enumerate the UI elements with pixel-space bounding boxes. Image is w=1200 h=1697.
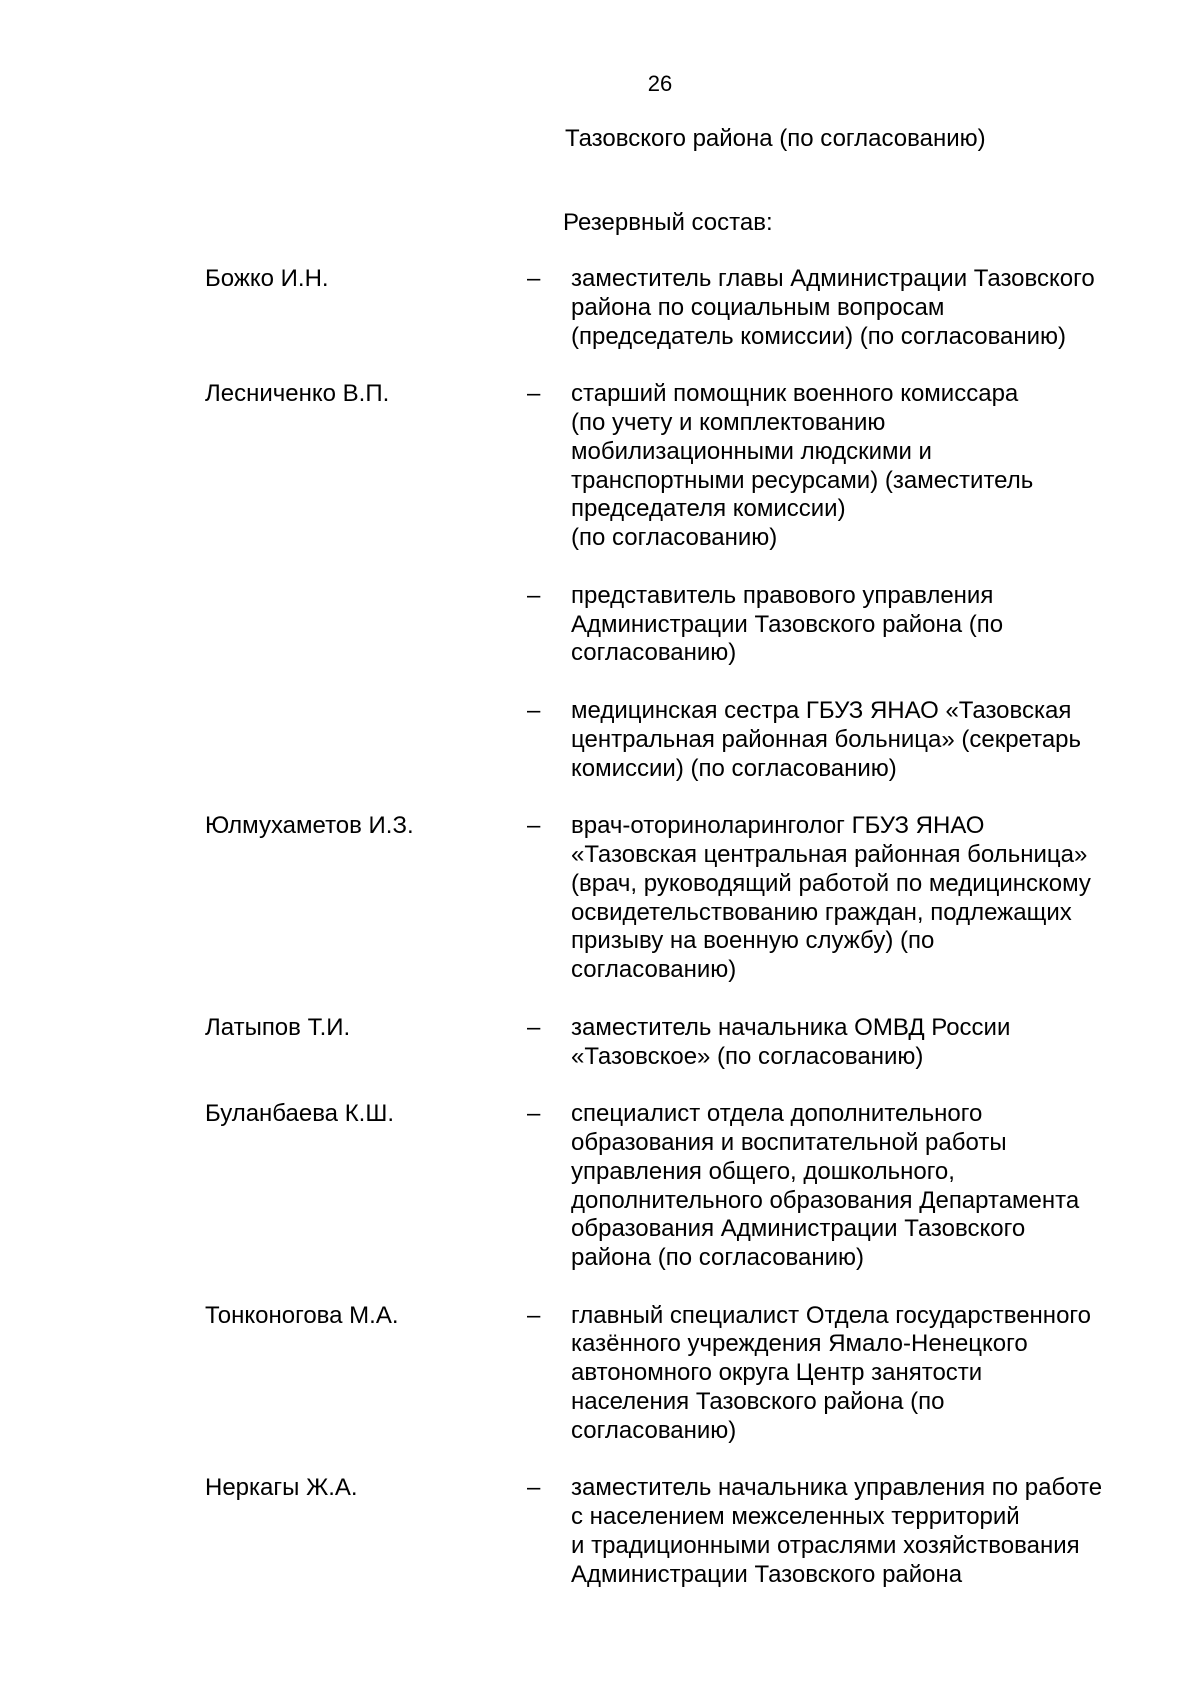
role-line: центральная районная больница» (секретарь: [571, 725, 1082, 753]
role-line: (по согласованию): [571, 524, 778, 552]
role-line: согласованию): [571, 956, 737, 984]
role-line: дополнительного образования Департамента: [571, 1186, 1080, 1214]
section-title: Резервный состав:: [563, 209, 773, 236]
member-role: [571, 1302, 1161, 1446]
role-line: представитель правового управления: [571, 581, 994, 609]
dash-separator: –: [527, 1100, 541, 1128]
role-line: образования и воспитательной работы: [571, 1128, 1007, 1156]
member-entry: [0, 1302, 1200, 1446]
role-line: казённого учреждения Ямало-Ненецкого: [571, 1330, 1028, 1358]
member-role: [571, 1474, 1161, 1589]
role-line: района по социальным вопросам: [571, 293, 945, 321]
member-entry: [0, 265, 1200, 351]
role-line: Администрации Тазовского района: [571, 1560, 963, 1588]
role-line: образования Администрации Тазовского: [571, 1215, 1026, 1243]
member-role: [571, 265, 1161, 351]
role-line: комиссии) (по согласованию): [571, 754, 897, 782]
role-line: Администрации Тазовского района (по: [571, 610, 1004, 638]
dash-separator: –: [527, 696, 541, 724]
member-entry: [0, 380, 1200, 553]
role-line: (по учету и комплектованию: [571, 408, 886, 436]
member-name: Тонконогова М.А.: [205, 1301, 399, 1329]
role-line: старший помощник военного комиссара: [571, 380, 1019, 408]
member-role: [571, 582, 1161, 668]
member-entry: [0, 812, 1200, 985]
dash-separator: –: [527, 1013, 541, 1041]
role-line: заместитель начальника управления по работе: [571, 1474, 1103, 1502]
role-line: мобилизационными людскими и: [571, 437, 932, 465]
dash-separator: –: [527, 812, 541, 840]
member-role: [571, 1014, 1161, 1072]
role-line: медицинская сестра ГБУЗ ЯНАО «Тазовская: [571, 696, 1072, 724]
member-name: Юлмухаметов И.З.: [205, 812, 414, 840]
dash-separator: –: [527, 1474, 541, 1502]
role-line: заместитель начальника ОМВД России: [571, 1013, 1011, 1041]
role-line: (врач, руководящий работой по медицинскому: [571, 869, 1091, 897]
member-entry: [0, 582, 1200, 668]
dash-separator: –: [527, 380, 541, 408]
role-line: председателя комиссии): [571, 495, 846, 523]
role-line: с населением межселенных территорий: [571, 1503, 1020, 1531]
role-line: (председатель комиссии) (по согласованию): [571, 322, 1067, 350]
page-number: 26: [647, 71, 673, 96]
role-line: автономного округа Центр занятости: [571, 1359, 983, 1387]
role-line: заместитель главы Администрации Тазовского: [571, 265, 1095, 292]
member-entry: [0, 1474, 1200, 1589]
member-role: [571, 697, 1161, 783]
dash-separator: –: [527, 265, 541, 292]
member-entry: [0, 1014, 1200, 1072]
role-line: управления общего, дошкольного,: [571, 1157, 955, 1185]
member-role: [571, 1100, 1161, 1273]
role-line: населения Тазовского района (по: [571, 1388, 945, 1416]
member-entry: [0, 697, 1200, 783]
role-line: призыву на военную службу) (по: [571, 927, 935, 955]
role-line: главный специалист Отдела государственного: [571, 1301, 1091, 1329]
role-line: «Тазовская центральная районная больница»: [571, 840, 1088, 868]
role-line: специалист отдела дополнительного: [571, 1100, 983, 1128]
member-entry: [0, 1100, 1200, 1273]
member-list: [0, 265, 1200, 1618]
member-role: [571, 380, 1161, 553]
member-name: Божко И.Н.: [205, 265, 329, 292]
member-role: [571, 812, 1161, 985]
role-line: согласованию): [571, 639, 737, 667]
member-name: Лесниченко В.П.: [205, 380, 390, 408]
member-name: Латыпов Т.И.: [205, 1013, 351, 1041]
role-line: освидетельствованию граждан, подлежащих: [571, 898, 1072, 926]
dash-separator: –: [527, 1301, 541, 1329]
member-name: Буланбаева К.Ш.: [205, 1100, 394, 1128]
role-line: транспортными ресурсами) (заместитель: [571, 466, 1034, 494]
role-line: района (по согласованию): [571, 1244, 865, 1272]
dash-separator: –: [527, 581, 541, 609]
member-name: Неркагы Ж.А.: [205, 1474, 358, 1502]
continuation-text: Тазовского района (по согласованию): [565, 125, 986, 152]
role-line: «Тазовское» (по согласованию): [571, 1042, 924, 1070]
role-line: согласованию): [571, 1416, 737, 1444]
role-line: и традиционными отраслями хозяйствования: [571, 1532, 1080, 1560]
role-line: врач-оториноларинголог ГБУЗ ЯНАО: [571, 812, 985, 840]
